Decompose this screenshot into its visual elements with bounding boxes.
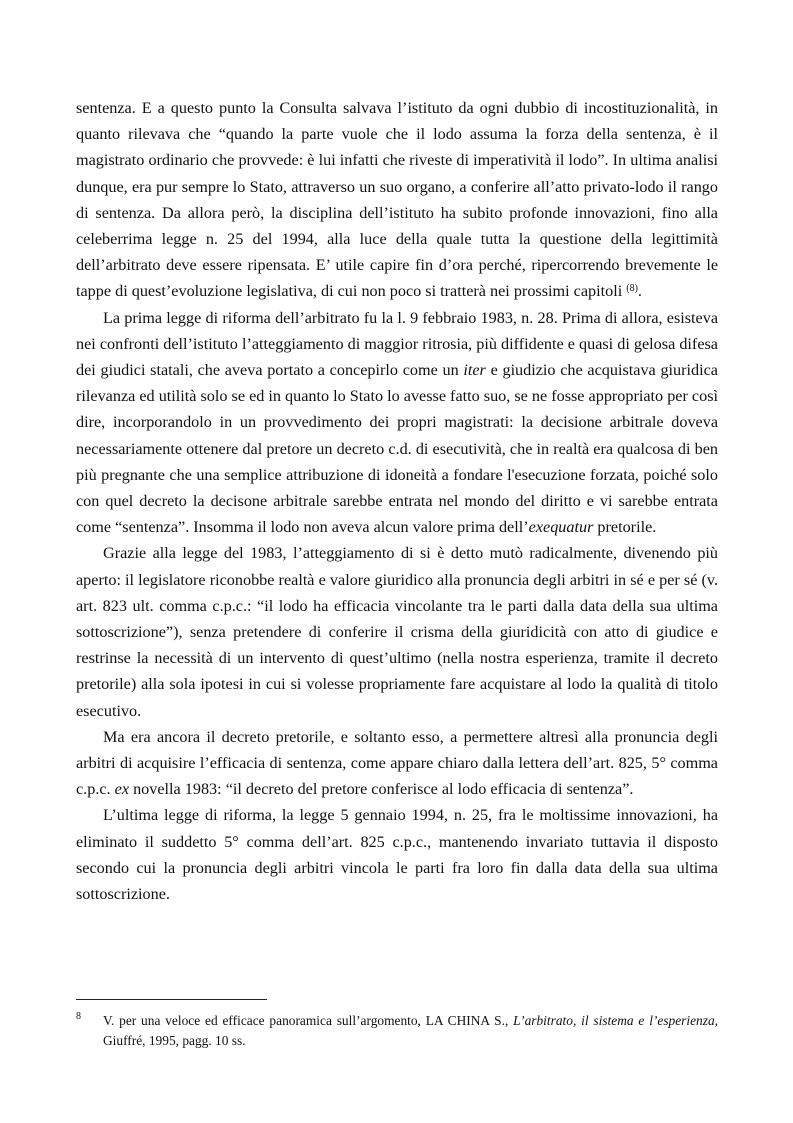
paragraph-2 (76, 305, 718, 541)
paragraph-1 (76, 95, 718, 305)
paragraph-4-italic-ex: ex (114, 780, 130, 799)
footnote-italic-title: L’arbitrato, il sistema e l’esperienza, (513, 1013, 718, 1028)
footnote-number: 8 (76, 1011, 81, 1022)
paragraph-3: Grazie alla legge del 1983, l’atteggiamento di si è detto mutò radicalmente, divenendo più aperto: il legislatore riconobbe realtà e valore giuridico alla pronuncia degli arbitri in sé e per sé (v. art. 823 ult. comma c.p.c.: “il lodo ha efficacia vincolante tra le parti dalla data della sua ultima sottoscrizione”), senza pretendere di conferire il crisma della giuridicità con atto di giudice e restrinse la necessità di un intervento di quest’ultimo (nella nostra esperienza, tramite il decreto pretorile) alla sola ipotesi in cui si volesse propriamente fare acquistare al lodo la qualità di titolo esecutivo. (76, 544, 718, 720)
footnote-reference[interactable]: (8) (626, 283, 638, 295)
paragraph-2-italic-iter: iter (463, 361, 486, 380)
footnote-text (103, 1011, 718, 1051)
footnote (76, 1011, 718, 1051)
paragraph-2-text-a: La prima legge di riforma dell’arbitrato fu la l. 9 febbraio 1983, n. 28. Prima di allora, esisteva nei confronti dell’istituto l’atteggiamento di maggior ritrosia, più diffidente e quasi di gelosa difesa dei giudici statali, che aveva portato a concepirlo come un (76, 308, 718, 380)
paragraph-2-text-b: e giudizio che acquistava giuridica rilevanza ed utilità solo se ed in quanto lo Stato lo avesse fatto suo, se ne fosse appropriato per così dire, incorporandolo in un provvedimento dei propri magistrati: la decisione arbitrale doveva necessariamente ottenere dal pretore un decreto c.d. di esecutività, che in realtà era qualcosa di ben più pregnante che una semplice attribuzione di idoneità a fondare l'esecuzione forzata, poiché solo con quel decreto la decisone arbitrale sarebbe entrata nel mondo del diritto e vi sarebbe entrata come “sentenza”. Insomma il lodo non aveva alcun valore prima dell’ (76, 361, 718, 537)
paragraph-4-text-a: Ma era ancora il decreto pretorile, e soltanto esso, a permettere altresì alla pronuncia degli arbitri di acquisire l’efficacia di sentenza, come appare chiaro dalla lettera dell’art. 825, 5° comma c.p.c. (76, 727, 718, 799)
paragraph-5: L’ultima legge di riforma, la legge 5 gennaio 1994, n. 25, fra le moltissime innovazioni, ha eliminato il suddetto 5° comma dell’art. 825 c.p.c., mantenendo invariato tuttavia il disposto secondo cui la pronuncia degli arbitri vincola le parti fra loro fin dalla data della sua ultima sottoscrizione. (76, 806, 718, 904)
paragraph-1-end: . (637, 282, 642, 301)
footnote-text-a: V. per una veloce ed efficace panoramica sull’argomento, LA CHINA S., (103, 1013, 514, 1028)
footnote-divider (76, 999, 267, 1000)
footnote-text-b: Giuffré, 1995, pagg. 10 ss. (103, 1033, 246, 1048)
paragraph-4-text-b: novella 1983: “il decreto del pretore conferisce al lodo efficacia di sentenza”. (129, 780, 634, 799)
paragraph-2-italic-exequatur: exequatur (528, 518, 594, 537)
paragraph-4 (76, 724, 718, 803)
page-body (76, 95, 718, 907)
paragraph-1-text: sentenza. E a questo punto la Consulta salvava l’istituto da ogni dubbio di incostituzionalità, in quanto rilevava che “quando la parte vuole che il lodo assuma la forza della sentenza, è il magistrato ordinario che provvede: è lui infatti che riveste di imperatività il lodo”. In ultima analisi dunque, era pur sempre lo Stato, attraverso un suo organo, a conferire all’atto privato-lodo il rango di sentenza. Da allora però, la disciplina dell’istituto ha subito profonde innovazioni, fino alla celeberrima legge n. 25 del 1994, alla luce della quale tutta la questione della legittimità dell’arbitrato deve essere ripensata. E’ utile capire fin d’ora perché, ripercorrendo brevemente le tappe di quest’evoluzione legislativa, di cui non poco si tratterà nei prossimi capitoli (76, 99, 718, 301)
paragraph-2-text-c: pretorile. (593, 518, 657, 537)
